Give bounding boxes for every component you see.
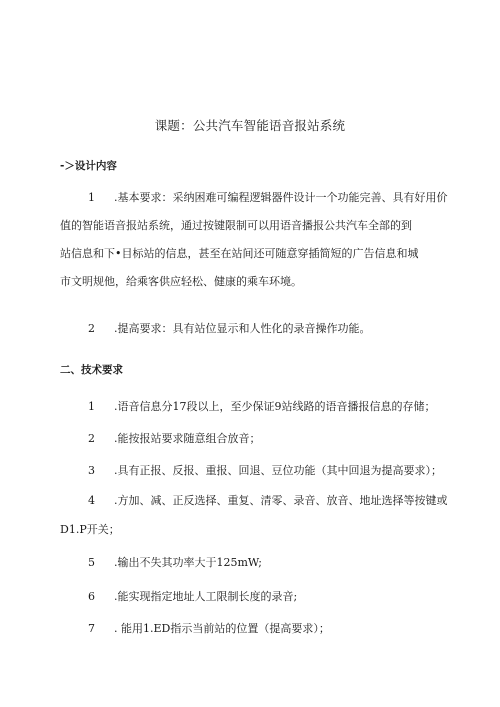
list-item-continuation	[60, 521, 450, 537]
line-text: .基本要求：采纳困难可编程逻辑器件设计一个功能完善、具有好用价	[114, 191, 448, 204]
item-number: 1	[88, 191, 95, 204]
item-number: 6	[88, 590, 95, 603]
list-item	[60, 588, 450, 604]
section-heading-design: -＞设计内容	[60, 160, 117, 172]
paragraph-line	[60, 184, 448, 212]
item-text: .能实现指定地址人工限制长度的录音;	[114, 590, 298, 603]
item-text: .提高要求：具有站位显示和人性化的录音操作功能。	[114, 322, 371, 335]
item-text: .输出不失其功率大于125mW;	[114, 556, 262, 569]
item-number: 3	[88, 464, 95, 477]
item-text: .语音信息分17段以上，至少保证9站线路的语音播报信息的存储；	[114, 400, 436, 413]
item-text: .能按报站要求随意组合放音；	[114, 432, 261, 445]
paragraph-advanced-requirements	[60, 320, 450, 336]
section-heading-technical: 二、技术要求	[60, 364, 123, 376]
item-text: . 能用1.ED指示当前站的位置（提高要求）；	[114, 622, 330, 635]
list-item	[60, 462, 450, 478]
item-number: 1	[88, 400, 95, 413]
document-title: 课题：公共汽车智能语音报站系统	[154, 118, 346, 133]
paragraph-line: 值的智能语音报站系统，通过按键限制可以用语音播报公共汽车全部的到	[60, 219, 412, 232]
item-number: 5	[88, 556, 95, 569]
item-number: 4	[88, 494, 95, 507]
list-item	[60, 620, 450, 636]
item-text: .具有正报、反报、重报、回退、豆位功能（其中回退为提高要求）；	[114, 464, 442, 477]
list-item	[60, 398, 450, 414]
item-number: 2	[88, 432, 95, 445]
paragraph-line: 市文明规他，给乘客供应轻松、健康的乘车环境。	[60, 275, 302, 288]
list-item	[60, 430, 450, 446]
item-text: D1.P开关；	[60, 523, 120, 536]
list-item	[60, 492, 450, 508]
list-item	[60, 554, 450, 570]
item-number: 7	[88, 622, 95, 635]
item-text: .方加、减、正反选择、重复、清零、录音、放音、地址选择等按键或	[114, 494, 448, 507]
item-number: 2	[88, 322, 95, 335]
paragraph-line: 站信息和下•目标站的信息，甚至在站间还可随意穿插简短的广告信息和城	[60, 247, 419, 260]
paragraph-basic-requirements	[60, 184, 448, 296]
